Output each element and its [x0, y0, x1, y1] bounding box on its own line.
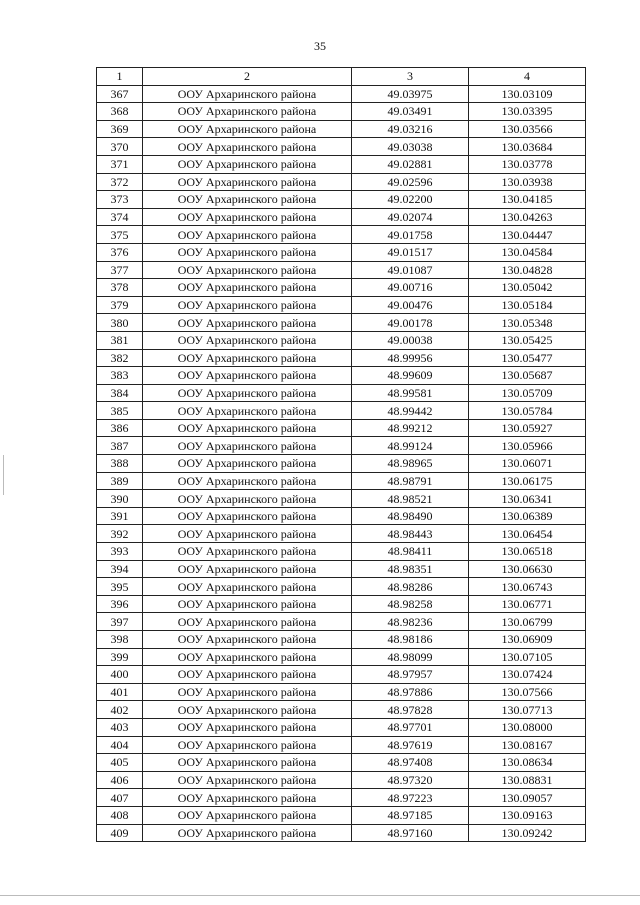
cell-longitude: 130.05042: [469, 279, 586, 297]
table-row: [97, 666, 586, 684]
cell-longitude: 130.06389: [469, 507, 586, 525]
cell-longitude: 130.05184: [469, 296, 586, 314]
cell-name: ООУ Архаринского района: [143, 560, 352, 578]
table-row: [97, 507, 586, 525]
table-row: [97, 226, 586, 244]
cell-latitude: 48.98286: [352, 578, 469, 596]
cell-number: 392: [97, 525, 143, 543]
cell-longitude: 130.06071: [469, 455, 586, 473]
cell-number: 386: [97, 419, 143, 437]
table-row: [97, 85, 586, 103]
column-header-number: 1: [97, 68, 143, 86]
cell-latitude: 48.98236: [352, 613, 469, 631]
cell-number: 400: [97, 666, 143, 684]
cell-number: 407: [97, 789, 143, 807]
cell-latitude: 48.97185: [352, 806, 469, 824]
cell-name: ООУ Архаринского района: [143, 208, 352, 226]
table-row: [97, 613, 586, 631]
table-row: [97, 103, 586, 121]
table-row: [97, 472, 586, 490]
cell-number: 371: [97, 155, 143, 173]
cell-name: ООУ Архаринского района: [143, 683, 352, 701]
cell-latitude: 48.98411: [352, 543, 469, 561]
cell-name: ООУ Архаринского района: [143, 226, 352, 244]
cell-longitude: 130.08634: [469, 754, 586, 772]
cell-number: 401: [97, 683, 143, 701]
cell-name: ООУ Архаринского района: [143, 490, 352, 508]
table-row: [97, 525, 586, 543]
cell-latitude: 48.97886: [352, 683, 469, 701]
cell-name: ООУ Архаринского района: [143, 103, 352, 121]
cell-number: 369: [97, 120, 143, 138]
cell-longitude: 130.08000: [469, 718, 586, 736]
cell-name: ООУ Архаринского района: [143, 754, 352, 772]
cell-latitude: 49.03491: [352, 103, 469, 121]
cell-number: 388: [97, 455, 143, 473]
cell-number: 396: [97, 595, 143, 613]
cell-latitude: 48.99124: [352, 437, 469, 455]
cell-name: ООУ Архаринского района: [143, 525, 352, 543]
cell-name: ООУ Архаринского района: [143, 331, 352, 349]
cell-latitude: 49.03216: [352, 120, 469, 138]
cell-name: ООУ Архаринского района: [143, 243, 352, 261]
table-row: [97, 754, 586, 772]
cell-longitude: 130.04584: [469, 243, 586, 261]
cell-latitude: 49.02881: [352, 155, 469, 173]
cell-longitude: 130.05966: [469, 437, 586, 455]
cell-longitude: 130.06175: [469, 472, 586, 490]
cell-name: ООУ Архаринского района: [143, 472, 352, 490]
cell-name: ООУ Архаринского района: [143, 631, 352, 649]
cell-longitude: 130.06630: [469, 560, 586, 578]
cell-latitude: 48.97408: [352, 754, 469, 772]
cell-longitude: 130.06771: [469, 595, 586, 613]
cell-latitude: 49.02596: [352, 173, 469, 191]
cell-latitude: 48.99212: [352, 419, 469, 437]
table-row: [97, 261, 586, 279]
table-row: [97, 314, 586, 332]
cell-latitude: 49.01087: [352, 261, 469, 279]
cell-number: 390: [97, 490, 143, 508]
cell-number: 370: [97, 138, 143, 156]
cell-latitude: 49.00038: [352, 331, 469, 349]
table-row: [97, 120, 586, 138]
cell-longitude: 130.05784: [469, 402, 586, 420]
cell-latitude: 49.01517: [352, 243, 469, 261]
table-row: [97, 718, 586, 736]
cell-latitude: 48.97957: [352, 666, 469, 684]
cell-name: ООУ Архаринского района: [143, 279, 352, 297]
cell-number: 391: [97, 507, 143, 525]
column-header-longitude: 4: [469, 68, 586, 86]
cell-longitude: 130.08831: [469, 771, 586, 789]
cell-latitude: 48.99581: [352, 384, 469, 402]
table-body: [97, 85, 586, 842]
cell-latitude: 48.99956: [352, 349, 469, 367]
table-row: [97, 806, 586, 824]
cell-name: ООУ Архаринского района: [143, 666, 352, 684]
cell-longitude: 130.09242: [469, 824, 586, 842]
cell-latitude: 49.00476: [352, 296, 469, 314]
cell-number: 389: [97, 472, 143, 490]
cell-number: 382: [97, 349, 143, 367]
table-row: [97, 771, 586, 789]
cell-name: ООУ Архаринского района: [143, 613, 352, 631]
table-row: [97, 437, 586, 455]
cell-longitude: 130.03938: [469, 173, 586, 191]
cell-number: 408: [97, 806, 143, 824]
cell-latitude: 48.98351: [352, 560, 469, 578]
cell-name: ООУ Архаринского района: [143, 367, 352, 385]
table-row: [97, 384, 586, 402]
page-number: 35: [314, 39, 326, 53]
cell-latitude: 48.98186: [352, 631, 469, 649]
table-row: [97, 631, 586, 649]
cell-longitude: 130.05709: [469, 384, 586, 402]
cell-latitude: 49.03038: [352, 138, 469, 156]
cell-longitude: 130.05348: [469, 314, 586, 332]
cell-longitude: 130.03566: [469, 120, 586, 138]
table-row: [97, 155, 586, 173]
cell-latitude: 48.98521: [352, 490, 469, 508]
cell-number: 372: [97, 173, 143, 191]
cell-longitude: 130.05425: [469, 331, 586, 349]
cell-number: 404: [97, 736, 143, 754]
cell-number: 376: [97, 243, 143, 261]
table-row: [97, 543, 586, 561]
cell-name: ООУ Архаринского района: [143, 314, 352, 332]
cell-longitude: 130.06799: [469, 613, 586, 631]
cell-name: ООУ Архаринского района: [143, 437, 352, 455]
cell-number: 373: [97, 191, 143, 209]
cell-number: 368: [97, 103, 143, 121]
cell-latitude: 48.98791: [352, 472, 469, 490]
table-row: [97, 402, 586, 420]
table-row: [97, 736, 586, 754]
cell-longitude: 130.07713: [469, 701, 586, 719]
cell-longitude: 130.04185: [469, 191, 586, 209]
cell-name: ООУ Архаринского района: [143, 349, 352, 367]
cell-longitude: 130.08167: [469, 736, 586, 754]
cell-longitude: 130.04828: [469, 261, 586, 279]
coordinates-table: [96, 67, 586, 842]
table-row: [97, 296, 586, 314]
cell-longitude: 130.06518: [469, 543, 586, 561]
cell-number: 409: [97, 824, 143, 842]
cell-longitude: 130.03778: [469, 155, 586, 173]
cell-number: 383: [97, 367, 143, 385]
cell-name: ООУ Архаринского района: [143, 419, 352, 437]
cell-number: 402: [97, 701, 143, 719]
cell-latitude: 48.98965: [352, 455, 469, 473]
cell-longitude: 130.04447: [469, 226, 586, 244]
cell-name: ООУ Архаринского района: [143, 191, 352, 209]
cell-name: ООУ Архаринского района: [143, 595, 352, 613]
cell-name: ООУ Архаринского района: [143, 261, 352, 279]
cell-latitude: 48.98258: [352, 595, 469, 613]
cell-number: 379: [97, 296, 143, 314]
cell-longitude: 130.09057: [469, 789, 586, 807]
cell-number: 375: [97, 226, 143, 244]
table-row: [97, 560, 586, 578]
table-header-row: [97, 68, 586, 86]
cell-latitude: 48.99609: [352, 367, 469, 385]
cell-longitude: 130.04263: [469, 208, 586, 226]
cell-longitude: 130.06341: [469, 490, 586, 508]
table-row: [97, 595, 586, 613]
cell-latitude: 48.98490: [352, 507, 469, 525]
table-row: [97, 824, 586, 842]
cell-latitude: 48.97223: [352, 789, 469, 807]
cell-name: ООУ Архаринского района: [143, 771, 352, 789]
cell-name: ООУ Архаринского района: [143, 543, 352, 561]
cell-longitude: 130.05687: [469, 367, 586, 385]
cell-name: ООУ Архаринского района: [143, 155, 352, 173]
cell-number: 398: [97, 631, 143, 649]
table-row: [97, 191, 586, 209]
column-header-name: 2: [143, 68, 352, 86]
cell-longitude: 130.06743: [469, 578, 586, 596]
cell-longitude: 130.07105: [469, 648, 586, 666]
cell-name: ООУ Архаринского района: [143, 718, 352, 736]
cell-longitude: 130.03109: [469, 85, 586, 103]
table-row: [97, 701, 586, 719]
cell-name: ООУ Архаринского района: [143, 578, 352, 596]
cell-number: 380: [97, 314, 143, 332]
cell-name: ООУ Архаринского района: [143, 138, 352, 156]
cell-latitude: 49.02074: [352, 208, 469, 226]
cell-latitude: 49.00716: [352, 279, 469, 297]
table-row: [97, 578, 586, 596]
table-row: [97, 173, 586, 191]
cell-number: 394: [97, 560, 143, 578]
cell-latitude: 48.97160: [352, 824, 469, 842]
cell-number: 385: [97, 402, 143, 420]
cell-latitude: 48.97701: [352, 718, 469, 736]
cell-name: ООУ Архаринского района: [143, 789, 352, 807]
cell-longitude: 130.05477: [469, 349, 586, 367]
table-row: [97, 138, 586, 156]
cell-name: ООУ Архаринского района: [143, 384, 352, 402]
cell-latitude: 49.01758: [352, 226, 469, 244]
cell-number: 395: [97, 578, 143, 596]
table-row: [97, 789, 586, 807]
table-row: [97, 367, 586, 385]
cell-longitude: 130.09163: [469, 806, 586, 824]
column-header-latitude: 3: [352, 68, 469, 86]
cell-number: 374: [97, 208, 143, 226]
cell-number: 387: [97, 437, 143, 455]
table-row: [97, 419, 586, 437]
cell-number: 393: [97, 543, 143, 561]
cell-name: ООУ Архаринского района: [143, 806, 352, 824]
cell-longitude: 130.06454: [469, 525, 586, 543]
table-row: [97, 490, 586, 508]
cell-number: 384: [97, 384, 143, 402]
cell-name: ООУ Архаринского района: [143, 296, 352, 314]
cell-number: 399: [97, 648, 143, 666]
cell-number: 377: [97, 261, 143, 279]
cell-name: ООУ Архаринского района: [143, 736, 352, 754]
cell-latitude: 48.97828: [352, 701, 469, 719]
cell-longitude: 130.07424: [469, 666, 586, 684]
cell-name: ООУ Архаринского района: [143, 648, 352, 666]
cell-longitude: 130.07566: [469, 683, 586, 701]
cell-longitude: 130.05927: [469, 419, 586, 437]
table-row: [97, 243, 586, 261]
cell-number: 406: [97, 771, 143, 789]
cell-latitude: 48.97619: [352, 736, 469, 754]
cell-latitude: 49.00178: [352, 314, 469, 332]
cell-latitude: 49.03975: [352, 85, 469, 103]
cell-longitude: 130.03395: [469, 103, 586, 121]
scan-edge-mark: [3, 455, 4, 495]
table-row: [97, 208, 586, 226]
cell-name: ООУ Архаринского района: [143, 402, 352, 420]
cell-number: 381: [97, 331, 143, 349]
cell-number: 403: [97, 718, 143, 736]
cell-latitude: 48.98099: [352, 648, 469, 666]
table-row: [97, 349, 586, 367]
cell-longitude: 130.06909: [469, 631, 586, 649]
cell-name: ООУ Архаринского района: [143, 824, 352, 842]
cell-name: ООУ Архаринского района: [143, 455, 352, 473]
cell-number: 378: [97, 279, 143, 297]
table-row: [97, 683, 586, 701]
cell-name: ООУ Архаринского района: [143, 85, 352, 103]
cell-longitude: 130.03684: [469, 138, 586, 156]
cell-name: ООУ Архаринского района: [143, 507, 352, 525]
cell-latitude: 48.98443: [352, 525, 469, 543]
table-row: [97, 455, 586, 473]
cell-name: ООУ Архаринского района: [143, 173, 352, 191]
cell-number: 397: [97, 613, 143, 631]
cell-latitude: 48.97320: [352, 771, 469, 789]
table-row: [97, 648, 586, 666]
scan-bottom-line: [0, 895, 640, 896]
table-row: [97, 279, 586, 297]
cell-number: 367: [97, 85, 143, 103]
cell-latitude: 48.99442: [352, 402, 469, 420]
table-row: [97, 331, 586, 349]
cell-number: 405: [97, 754, 143, 772]
cell-name: ООУ Архаринского района: [143, 120, 352, 138]
cell-latitude: 49.02200: [352, 191, 469, 209]
cell-name: ООУ Архаринского района: [143, 701, 352, 719]
